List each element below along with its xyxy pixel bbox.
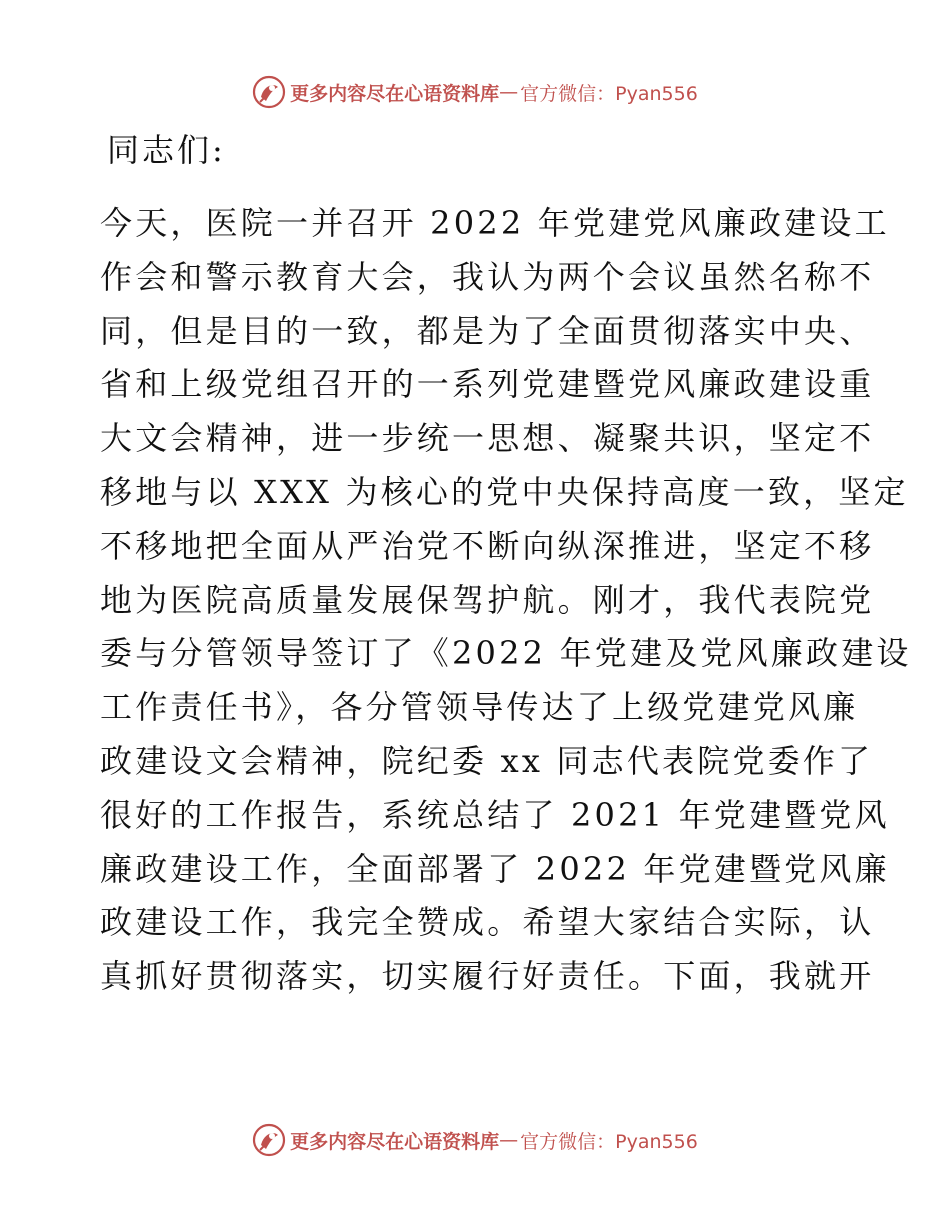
header-watermark (0, 72, 950, 112)
body-line: 今天，医院一并召开 2022 年党建党风廉政建设工 (100, 204, 890, 242)
body-line: 政建设文会精神，院纪委 xx 同志代表院党委作了 (100, 741, 874, 780)
flower-logo-icon (252, 75, 286, 109)
salutation: 同志们: (107, 131, 226, 169)
body-line: 很好的工作报告，系统总结了 2021 年党建暨党风 (100, 795, 890, 834)
body-line: 同，但是目的一致，都是为了全面贯彻落实中央、 (100, 311, 875, 350)
body-line: 工作责任书》，各分管领导传达了上级党建党风廉 (100, 688, 859, 727)
banner-separator: — (499, 81, 519, 103)
banner-wechat: 官方微信：Pyan556 (520, 1130, 698, 1153)
body-line: 作会和警示教育大会，我认为两个会议虽然名称不 (100, 257, 875, 296)
banner-wechat: 官方微信：Pyan556 (520, 82, 698, 105)
body-line: 政建设工作，我完全赞成。希望大家结合实际，认 (100, 903, 875, 942)
footer-watermark (0, 1120, 950, 1160)
body-line: 真抓好贯彻落实，切实履行好责任。下面，我就开 (100, 957, 875, 996)
body-line: 地为医院高质量发展保驾护航。刚才，我代表院党 (100, 580, 875, 619)
body-line: 廉政建设工作，全面部署了 2022 年党建暨党风廉 (100, 849, 890, 888)
body-line: 大文会精神，进一步统一思想、凝聚共识，坚定不 (100, 419, 875, 458)
body-line: 移地与以 XXX 为核心的党中央保持高度一致，坚定 (100, 472, 909, 511)
document-body (100, 197, 912, 1004)
flower-logo-icon (252, 1123, 286, 1157)
banner-text: 更多内容尽在心语资料库 (290, 1130, 500, 1153)
body-line: 省和上级党组召开的一系列党建暨党风廉政建设重 (100, 365, 875, 404)
body-line: 不移地把全面从严治党不断向纵深推进，坚定不移 (100, 526, 875, 565)
banner-separator: — (499, 1129, 519, 1151)
banner-text: 更多内容尽在心语资料库 (290, 82, 500, 105)
body-line: 委与分管领导签订了《2022 年党建及党风廉政建设 (100, 634, 912, 673)
